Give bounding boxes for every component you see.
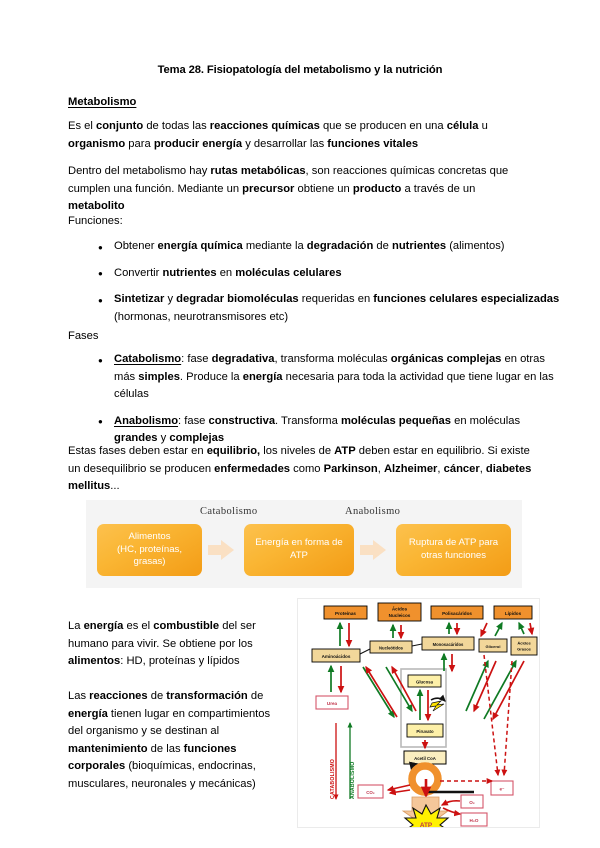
svg-text:ANABOLISMO: ANABOLISMO — [350, 761, 356, 799]
svg-text:e⁻: e⁻ — [499, 786, 505, 792]
svg-text:Acetil CoA: Acetil CoA — [414, 756, 436, 761]
flow-label-catabolismo: Catabolismo — [200, 506, 258, 517]
svg-text:O₂: O₂ — [469, 800, 475, 805]
fases-label: Fases — [68, 330, 99, 342]
paragraph-equilibrio: Estas fases deben estar en equilibrio, los niveles de ATP deben estar en equilibrio. Si existe un desequilibrio se producen enfermedades como Parkinson, Alzheimer, cáncer, diabetes mellitus... — [68, 445, 532, 493]
svg-text:Polisacáridos: Polisacáridos — [442, 611, 472, 616]
svg-text:Nucleótidos: Nucleótidos — [379, 645, 403, 651]
paragraph-reacciones-transformacion: Las reacciones de transformación de energía tienen lugar en compartimientos del organismo y se destinan al mantenimiento de las funciones corporales (bioquímicas, endocrinas, musculares, neuronales y mecánicas) — [68, 690, 271, 790]
flow-box-alimentos — [97, 524, 202, 576]
svg-text:Proteínas: Proteínas — [335, 611, 356, 616]
svg-text:CATABOLISMO: CATABOLISMO — [330, 758, 336, 799]
list-item: ● Convertir nutrientes en moléculas celulares — [98, 265, 562, 283]
flow-diagram — [86, 500, 522, 588]
svg-text:Glucosa: Glucosa — [416, 679, 433, 685]
metabolic-map-diagram — [297, 598, 540, 828]
svg-text:Monosacáridos: Monosacáridos — [432, 642, 464, 647]
page-title: Tema 28. Fisiopatología del metabolismo y la nutrición — [157, 64, 443, 76]
flow-box-3-line-2: otras funciones — [420, 550, 487, 561]
svg-text:Grasos: Grasos — [517, 646, 531, 652]
svg-text:Urea: Urea — [326, 701, 338, 706]
list-item: ● Catabolismo: fase degradativa, transforma moléculas orgánicas complejas en otras más simples. Produce la energía necesaria para toda la actividad que tiene lugar en las células — [98, 351, 562, 404]
paragraph-rutas-metabolicas: Dentro del metabolismo hay rutas metabólicas, son reacciones químicas concretas que cumplen una función. Mediante un precursor obtiene un producto a través de un metabolito — [68, 165, 509, 213]
svg-text:Aminoácidos: Aminoácidos — [321, 654, 351, 659]
svg-text:Piruvato: Piruvato — [416, 729, 434, 734]
svg-text:Lípidos: Lípidos — [504, 611, 522, 616]
flow-box-1-line-3: grasas) — [133, 556, 166, 568]
flow-box-1-line-2: (HC, proteínas, — [116, 543, 183, 555]
flow-arrow-1-icon — [208, 540, 234, 560]
list-item: ● Sintetizar y degradar biomoléculas requeridas en funciones celulares especializadas (hormonas, neurotransmisores etc) — [98, 291, 562, 326]
funciones-list — [68, 238, 562, 335]
flow-label-anabolismo: Anabolismo — [345, 506, 401, 517]
list-item: ● Anabolismo: fase constructiva. Transforma moléculas pequeñas en moléculas grandes y complejas — [98, 413, 562, 448]
flow-box-2-line-2: ATP — [290, 550, 308, 561]
list-item: ● Obtener energía química mediante la degradación de nutrientes (alimentos) — [98, 238, 562, 256]
flow-box-2-line-1: Energía en forma de — [255, 537, 343, 549]
flow-box-3-line-1: Ruptura de ATP para — [408, 537, 499, 549]
paragraph-definition: Es el conjunto de todas las reacciones químicas que se producen en una célula u organismo para producir energía y desarrollar las funciones vitales — [68, 120, 488, 150]
svg-text:Ácidos: Ácidos — [517, 640, 531, 646]
svg-text:CO₂: CO₂ — [366, 790, 375, 795]
flow-box-1-line-1: Alimentos — [128, 531, 171, 543]
flow-box-energia-atp — [244, 524, 354, 576]
svg-text:Ácidos: Ácidos — [391, 606, 408, 612]
svg-text:Nucleicos: Nucleicos — [388, 613, 411, 618]
svg-text:Glicerol: Glicerol — [485, 644, 501, 649]
paragraph-energia-combustible: La energía es el combustible del ser humano para vivir. Se obtiene por los alimentos: HD, proteínas y lípidos — [68, 620, 256, 668]
fases-list — [68, 351, 562, 457]
flow-arrow-2-icon — [360, 540, 386, 560]
svg-text:ATP: ATP — [419, 822, 433, 827]
section-heading-metabolismo: Metabolismo — [68, 96, 137, 108]
funciones-label: Funciones: — [68, 215, 123, 227]
flow-box-ruptura-atp — [396, 524, 511, 576]
svg-text:H₂O: H₂O — [469, 818, 479, 823]
